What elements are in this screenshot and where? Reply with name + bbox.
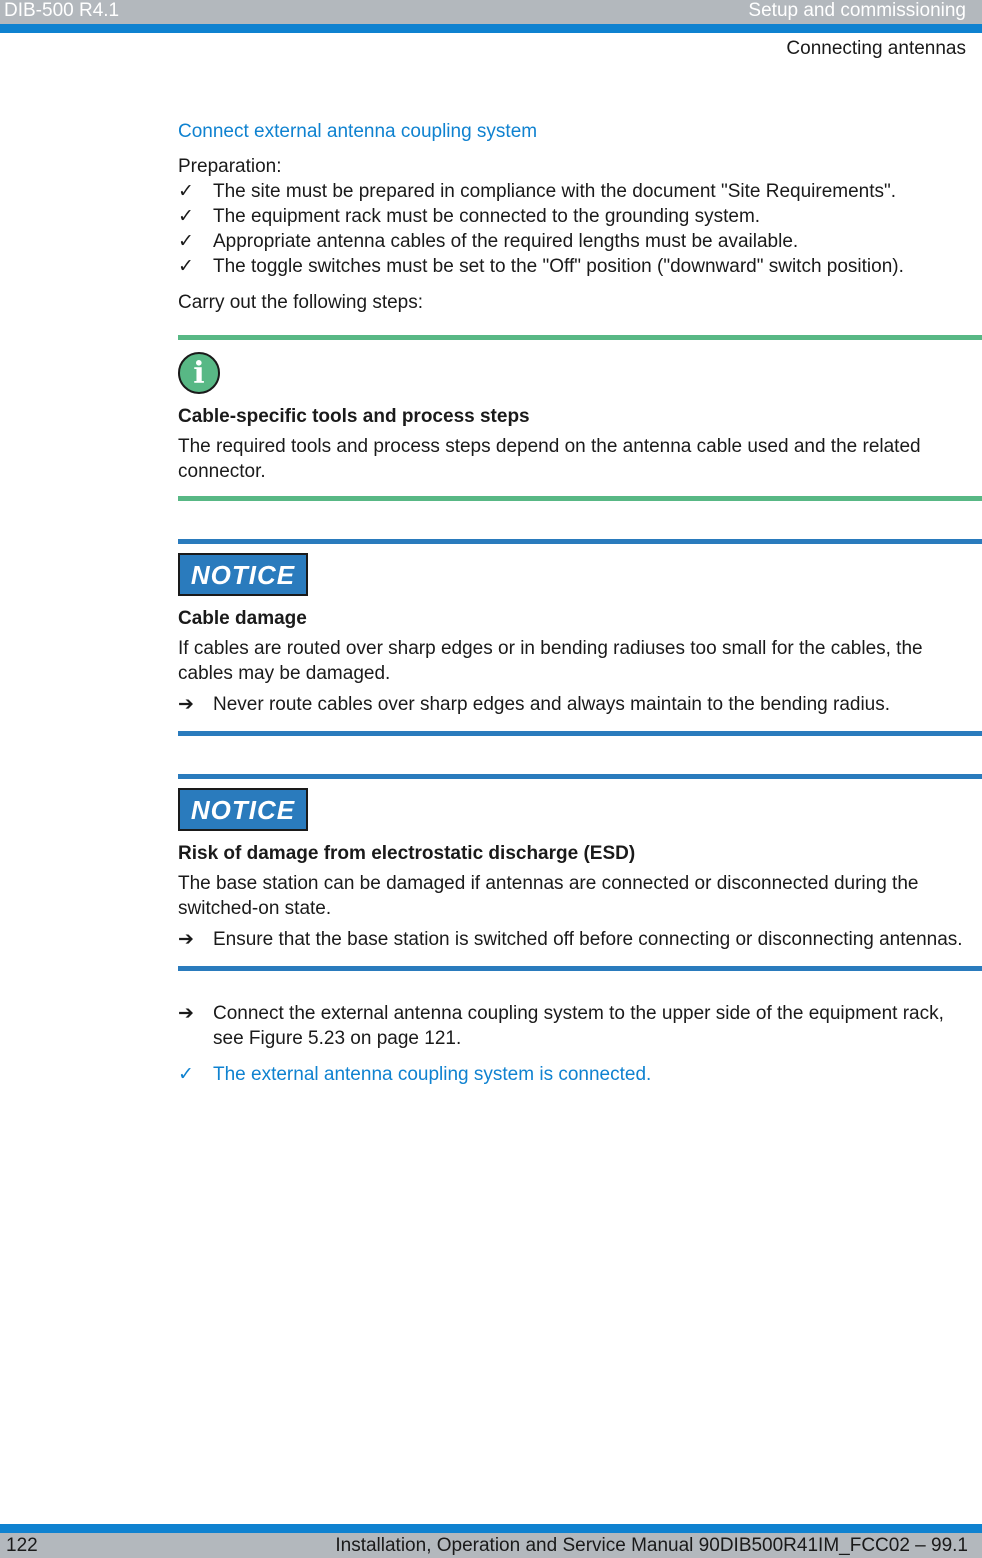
page-number: 122 bbox=[6, 1535, 38, 1556]
header-rule bbox=[0, 24, 982, 33]
info-title: Cable-specific tools and process steps bbox=[178, 406, 530, 427]
procedure-steps bbox=[178, 1001, 974, 1087]
check-icon: ✓ bbox=[178, 1064, 194, 1085]
notice-actions bbox=[178, 927, 982, 952]
header-bar bbox=[0, 0, 982, 24]
notice-box-esd bbox=[178, 774, 982, 971]
notice-text: If cables are routed over sharp edges or in bending radiuses too small for the cables, the cables may be damaged. bbox=[178, 638, 923, 684]
arrow-right-icon: ➔ bbox=[178, 929, 194, 950]
list-item: ✓ The site must be prepared in compliance with the document "Site Requirements". bbox=[178, 181, 897, 202]
chapter-title: Setup and commissioning bbox=[748, 0, 966, 21]
steps-intro: Carry out the following steps: bbox=[178, 292, 424, 313]
notice-badge: NOTICE bbox=[178, 788, 308, 831]
info-icon: i bbox=[178, 352, 220, 394]
list-item: ✓ The equipment rack must be connected to the grounding system. bbox=[178, 206, 761, 227]
list-item: ➔ Connect the external antenna coupling system to the upper side of the equipment rack, see Figure 5.23 on page 121. bbox=[178, 1003, 944, 1049]
notice-box-cable-damage bbox=[178, 539, 982, 736]
result-item: ✓ The external antenna coupling system is connected. bbox=[178, 1064, 652, 1085]
notice-actions bbox=[178, 692, 982, 717]
notice-text: The base station can be damaged if antennas are connected or disconnected during the switched-on state. bbox=[178, 873, 919, 919]
footer-rule bbox=[0, 1524, 982, 1533]
procedure-heading: Connect external antenna coupling system bbox=[178, 121, 538, 142]
check-icon: ✓ bbox=[178, 181, 194, 202]
notice-badge: NOTICE bbox=[178, 553, 308, 596]
arrow-right-icon: ➔ bbox=[178, 1003, 194, 1024]
list-item: ✓ Appropriate antenna cables of the required lengths must be available. bbox=[178, 231, 799, 252]
manual-title: Installation, Operation and Service Manual 90DIB500R41IM_FCC02 – 99.1 bbox=[335, 1535, 968, 1556]
list-item: ➔ Never route cables over sharp edges and always maintain to the bending radius. bbox=[178, 694, 891, 715]
check-icon: ✓ bbox=[178, 231, 194, 252]
document-id: DIB-500 R4.1 bbox=[4, 0, 120, 21]
main-content bbox=[178, 120, 974, 1087]
info-box bbox=[178, 335, 982, 501]
preparation-label: Preparation: bbox=[178, 156, 282, 177]
footer-bar bbox=[0, 1533, 982, 1558]
section-title: Connecting antennas bbox=[786, 38, 966, 59]
info-text: The required tools and process steps depend on the antenna cable used and the related connector. bbox=[178, 436, 921, 482]
check-icon: ✓ bbox=[178, 206, 194, 227]
check-icon: ✓ bbox=[178, 256, 194, 277]
notice-title: Cable damage bbox=[178, 608, 307, 629]
preparation-list bbox=[178, 179, 974, 279]
notice-title: Risk of damage from electrostatic discharge (ESD) bbox=[178, 843, 636, 864]
list-item: ➔ Ensure that the base station is switched off before connecting or disconnecting antennas. bbox=[178, 929, 963, 950]
list-item: ✓ The toggle switches must be set to the "Off" position ("downward" switch position). bbox=[178, 256, 904, 277]
arrow-right-icon: ➔ bbox=[178, 694, 194, 715]
